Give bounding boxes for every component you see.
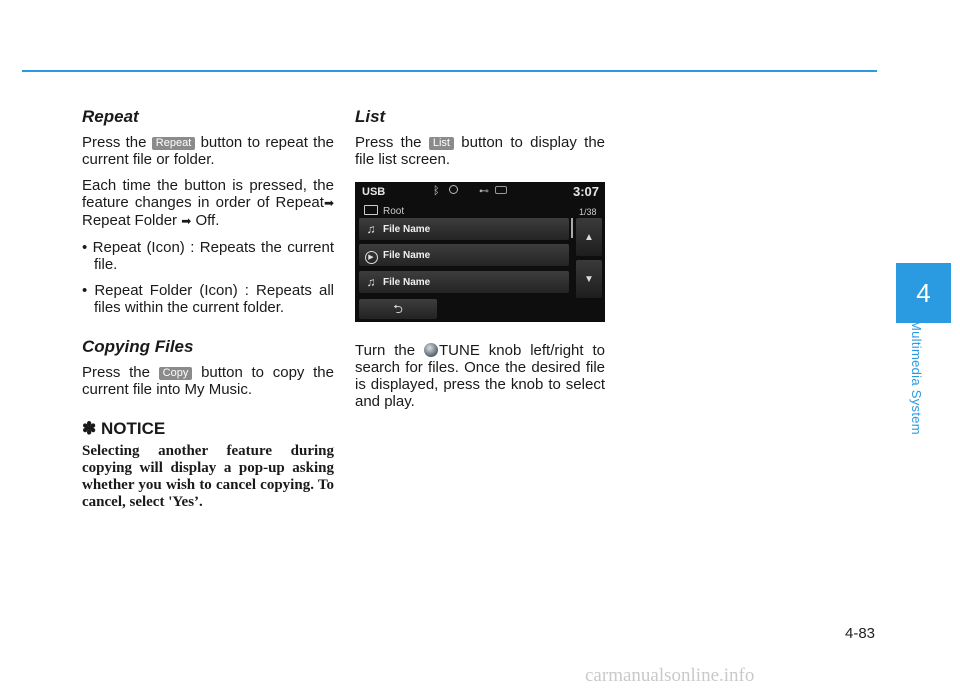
text: Press the [355,134,422,151]
text: TUNE knob left/right to search for files. Once the desired file is displayed, press the knob to select and play. [355,342,605,410]
head-unit-screen [355,182,605,322]
page-number: 4-83 [845,625,876,642]
list-paragraph-2 [355,342,605,410]
text: Turn the [355,342,416,359]
list-heading: List [355,107,386,126]
music-note-icon: ♫ [366,221,376,236]
back-button[interactable] [359,299,437,319]
list-item: • Repeat Folder (Icon) : Repeats all files within the current folder. [82,282,334,316]
scroll-down-button[interactable] [576,260,602,298]
play-circle-icon [359,247,383,264]
left-column [82,108,334,511]
bluetooth-icon: ᛒ [433,185,440,197]
notice-heading: ✽ NOTICE [82,419,166,438]
folder-icon [364,205,378,215]
file-row[interactable] [359,244,569,266]
clock: 3:07 [573,184,600,199]
status-dot-icon [449,185,458,194]
list-paragraph-1 [355,134,605,168]
file-count: 1/38 [579,207,597,217]
chapter-title: Multimedia System [909,320,924,435]
file-name: File Name [383,249,431,261]
notice-body: Selecting another feature during copying will display a pop-up asking whether you wish to cancel copying. To cancel, select 'Yes’. [82,443,334,510]
music-note-icon: ♫ [366,274,376,289]
text: Repeat Folder [82,212,178,229]
text: button to copy the current file into My Music. [82,364,334,398]
tune-knob-icon [424,343,438,357]
copy-button-label: Copy [159,367,193,380]
right-column [355,108,605,419]
text: Off. [195,212,220,229]
arrow-right-icon: ➡ [323,196,334,210]
source-label: USB [362,186,386,198]
chapter-tab [896,263,951,323]
file-name: File Name [383,276,431,288]
text: Each time the button is pressed, the feature changes in order of Repeat [82,177,334,211]
file-row[interactable] [359,271,569,293]
arrow-right-icon: ➡ [181,214,192,228]
status-bar [355,182,605,197]
repeat-button-label: Repeat [152,137,195,150]
battery-icon [495,186,507,194]
chapter-number: 4 [916,277,931,308]
file-row[interactable] [359,218,569,240]
usb-icon: ⊷ [479,186,489,197]
text: Press the [82,134,147,151]
path-label: Root [383,206,405,217]
copying-paragraph [82,364,334,398]
scroll-up-button[interactable] [576,218,602,256]
text: button to repeat the current file or folder. [82,134,335,168]
back-icon: ⮌ [393,301,403,316]
list-item: • Repeat (Icon) : Repeats the current file. [82,239,334,273]
repeat-paragraph-1 [82,134,334,168]
repeat-paragraph-2 [82,177,334,230]
arrow-up-icon: ▲ [584,231,594,243]
text: button to display the file list screen. [355,134,606,168]
header-rule [22,70,877,72]
repeat-heading: Repeat [82,107,139,126]
file-name: File Name [383,223,431,235]
scrollbar[interactable] [571,218,573,238]
play-glyph: ▶ [365,251,378,264]
watermark: carmanualsonline.info [585,665,755,686]
text: Press the [82,364,150,381]
list-button-label: List [429,137,454,150]
arrow-down-icon: ▼ [584,273,594,285]
copying-heading: Copying Files [82,337,194,356]
